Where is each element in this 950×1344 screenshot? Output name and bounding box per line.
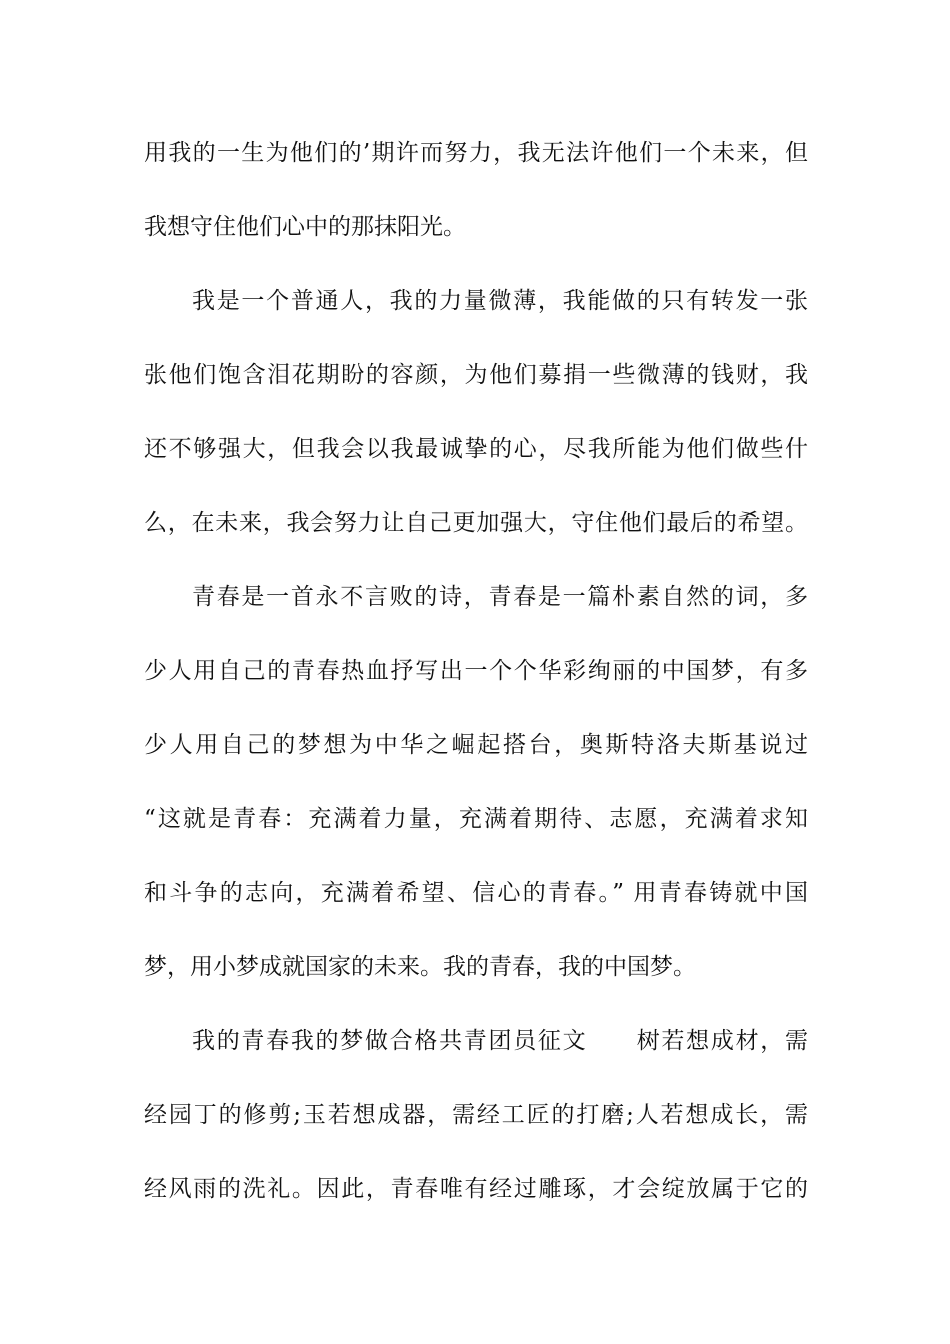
text-line: 张他们饱含泪花期盼的容颜，为他们募捐一些微薄的钱财，我: [144, 362, 808, 388]
text-line: 梦，用小梦成就国家的未来。我的青春，我的中国梦。: [144, 954, 696, 980]
text-line: “这就是青春：充满着力量，充满着期待、志愿，充满着求知: [144, 806, 808, 832]
text-line: 经风雨的洗礼。因此，青春唯有经过雕琢，才会绽放属于它的: [144, 1176, 808, 1202]
text-line: 用我的一生为他们的’期许而努力，我无法许他们一个未来，但: [144, 140, 808, 166]
text-line: 少人用自己的梦想为中华之崛起搭台，奥斯特洛夫斯基说过: [144, 732, 808, 758]
text-line: 么，在未来，我会努力让自己更加强大，守住他们最后的希望。: [144, 510, 808, 536]
document-body: [144, 128, 808, 1238]
text-line: 我的青春我的梦做合格共青团员征文 树若想成材，需: [192, 1028, 808, 1054]
text-line: 我想守住他们心中的那抹阳光。: [144, 214, 466, 240]
text-line: 经园丁的修剪;玉若想成器，需经工匠的打磨;人若想成长，需: [144, 1102, 808, 1128]
text-line: 少人用自己的青春热血抒写出一个个华彩绚丽的中国梦，有多: [144, 658, 808, 684]
text-line: 和斗争的志向，充满着希望、信心的青春。” 用青春铸就中国: [144, 880, 808, 906]
text-line: 青春是一首永不言败的诗，青春是一篇朴素自然的词，多: [192, 584, 808, 610]
text-line: 我是一个普通人，我的力量微薄，我能做的只有转发一张: [192, 288, 808, 314]
text-line: 还不够强大，但我会以我最诚挚的心，尽我所能为他们做些什: [144, 436, 808, 462]
